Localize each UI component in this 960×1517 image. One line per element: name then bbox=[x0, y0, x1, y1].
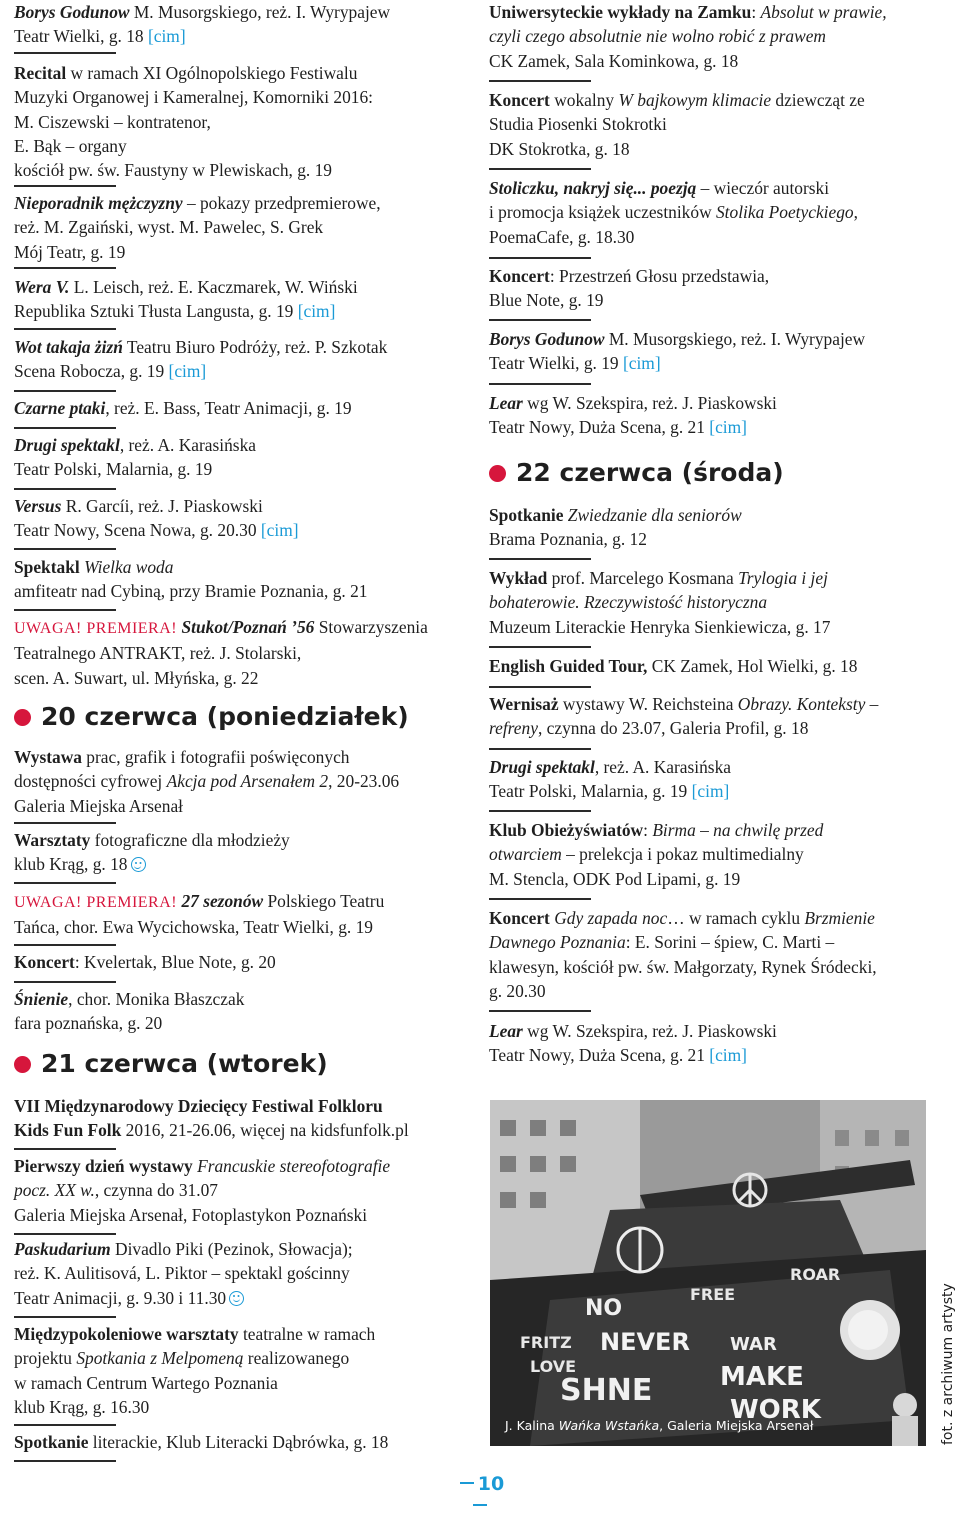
event-warsztaty-foto: Warsztaty fotograficzne dla młodzieży klub Krąg, g. 18 bbox=[14, 830, 290, 875]
divider bbox=[14, 981, 116, 983]
event-koncert-stokrotki: Koncert wokalny W bajkowym klimacie dziewcząt ze Studia Piosenki Stokrotki DK Stokrotka, g. 18 bbox=[489, 90, 865, 159]
event-snienie: Śnienie, chor. Monika Błaszczak fara poznańska, g. 20 bbox=[14, 989, 245, 1034]
cim-badge: [cim] bbox=[709, 1045, 747, 1066]
event-stereofotografie: Pierwszy dzień wystawy Francuskie stereofotografie pocz. XX w., czynna do 31.07 Galeria Miejska Arsenał, Fotoplastykon Poznański bbox=[14, 1156, 391, 1225]
event-english-guided-tour: English Guided Tour, CK Zamek, Hol Wielki, g. 18 bbox=[489, 656, 858, 676]
divider bbox=[14, 1460, 116, 1462]
divider bbox=[489, 168, 591, 170]
event-lear-2: Lear wg W. Szekspira, reż. J. Piaskowski Teatr Nowy, Duża Scena, g. 21 [cim] bbox=[489, 1021, 777, 1066]
divider bbox=[489, 898, 591, 900]
divider bbox=[14, 488, 116, 490]
divider bbox=[489, 80, 591, 82]
divider bbox=[14, 1424, 116, 1426]
event-koncert-gdy-zapada-noc: Koncert Gdy zapada noc… w ramach cyklu Brzmienie Dawnego Poznania: E. Sorini – śpiew, C. Marti – klawesyn, kościół pw. św. Małgorzaty, Rynek Śródecki, g. 20.30 bbox=[489, 908, 877, 1001]
bullet-dot-icon bbox=[14, 1056, 31, 1073]
event-spektakl-wielka-woda: Spektakl Wielka woda amfiteatr nad Cybiną, przy Bramie Poznania, g. 21 bbox=[14, 557, 368, 602]
divider bbox=[489, 319, 591, 321]
divider bbox=[489, 257, 591, 259]
event-borys-godunow: Borys Godunow M. Musorgskiego, reż. I. Wyrypajew Teatr Wielki, g. 18 [cim] bbox=[14, 2, 391, 47]
event-wyklady-na-zamku: Uniwersyteckie wykłady na Zamku: Absolut w prawie, czyli czego absolutnie nie wolno robić z prawem CK Zamek, Sala Kominkowa, g. 18 bbox=[489, 2, 887, 71]
event-spotkanie-literackie: Spotkanie literackie, Klub Literacki Dąbrówka, g. 18 bbox=[14, 1432, 389, 1452]
cim-badge: [cim] bbox=[260, 520, 299, 541]
photo-caption: J. Kalina Wańka Wstańka, Galeria Miejska Arsenał bbox=[505, 1418, 814, 1433]
smiley-icon bbox=[131, 857, 146, 872]
event-wot-takaja-zizn: Wot takaja żizń Teatru Biuro Podróży, reż. P. Szkotak Scena Robocza, g. 19 [cim] bbox=[14, 337, 388, 382]
divider bbox=[489, 1010, 591, 1012]
svg-text:NEVER: NEVER bbox=[600, 1328, 690, 1356]
svg-text:SHNE: SHNE bbox=[560, 1373, 653, 1408]
divider bbox=[489, 686, 591, 688]
page-number: 10 bbox=[445, 1473, 515, 1517]
event-wera-v: Wera V. L. Leisch, reż. E. Kaczmarek, W. Wiński Republika Sztuki Tłusta Langusta, g. 19 [cim] bbox=[14, 277, 358, 322]
event-drugi-spektakl: Drugi spektakl, reż. A. Karasińska Teatr Polski, Malarnia, g. 19 bbox=[14, 435, 256, 480]
divider bbox=[14, 609, 116, 611]
cim-badge: [cim] bbox=[297, 301, 336, 322]
graffiti-tank-image bbox=[490, 1100, 926, 1446]
svg-text:NO: NO bbox=[585, 1296, 623, 1321]
event-klub-obiezyswiatow: Klub Obieżyświatów: Birma – na chwilę przed otwarciem – prelekcja i pokaz multimedialny M. Stencla, ODK Pod Lipami, g. 19 bbox=[489, 820, 824, 889]
svg-text:WAR: WAR bbox=[730, 1334, 777, 1355]
event-27-sezonow: UWAGA! PREMIERA! 27 sezonów Polskiego Teatru Tańca, chor. Ewa Wycichowska, Teatr Wielki, g. 19 bbox=[14, 891, 385, 938]
event-wyklad-kosman: Wykład prof. Marcelego Kosmana Trylogia i jej bohaterowie. Rzeczywistość historyczna Muzeum Literackie Henryka Sienkiewicza, g. 17 bbox=[489, 568, 831, 637]
event-stukot-poznan: UWAGA! PREMIERA! Stukot/Poznań ’56 Stowarzyszenia Teatralnego ANTRAKT, reż. J. Stolarski, scen. A. Suwart, ul. Młyńska, g. 22 bbox=[14, 617, 428, 688]
divider bbox=[489, 646, 591, 648]
divider bbox=[14, 548, 116, 550]
cim-badge: [cim] bbox=[709, 417, 747, 438]
divider bbox=[14, 52, 116, 54]
svg-text:WORK: WORK bbox=[730, 1395, 821, 1425]
bullet-dot-icon bbox=[14, 709, 31, 726]
event-drugi-spektakl-2: Drugi spektakl, reż. A. Karasińska Teatr Polski, Malarnia, g. 19 [cim] bbox=[489, 757, 731, 802]
event-wernisaz: Wernisaż wystawy W. Reichsteina Obrazy. Konteksty – refreny, czynna do 23.07, Galeria Profil, g. 18 bbox=[489, 694, 879, 739]
divider bbox=[489, 810, 591, 812]
svg-text:LOVE: LOVE bbox=[530, 1357, 577, 1376]
divider bbox=[489, 558, 591, 560]
event-borys-godunow-2: Borys Godunow M. Musorgskiego, reż. I. Wyrypajew Teatr Wielki, g. 19 [cim] bbox=[489, 329, 866, 374]
divider bbox=[14, 328, 116, 330]
svg-text:FRITZ: FRITZ bbox=[520, 1333, 572, 1352]
divider bbox=[489, 383, 591, 385]
event-czarne-ptaki: Czarne ptaki, reż. E. Bass, Teatr Animacji, g. 19 bbox=[14, 398, 352, 418]
svg-text:FREE: FREE bbox=[690, 1285, 736, 1304]
cim-badge: [cim] bbox=[622, 353, 661, 374]
svg-text:MAKE: MAKE bbox=[720, 1362, 804, 1392]
divider bbox=[14, 390, 116, 392]
exhibition-photo bbox=[490, 1100, 926, 1446]
divider bbox=[14, 185, 116, 187]
cim-badge: [cim] bbox=[147, 26, 186, 47]
event-recital: Recital w ramach XI Ogólnopolskiego Festiwalu Muzyki Organowej i Kameralnej, Komorniki 2016: M. Ciszewski – kontratenor, E. Bąk – organy kościół pw. św. Faustyny w Plewiskach, g. 19 bbox=[14, 63, 374, 181]
dash-decoration bbox=[460, 1482, 474, 1484]
divider bbox=[14, 1316, 116, 1318]
event-lear: Lear wg W. Szekspira, reż. J. Piaskowski Teatr Nowy, Duża Scena, g. 21 [cim] bbox=[489, 393, 777, 438]
bullet-dot-icon bbox=[489, 465, 506, 482]
event-kids-fun-folk: VII Międzynarodowy Dziecięcy Festiwal Folkloru Kids Fun Folk 2016, 21-26.06, więcej na kidsfunfolk.pl bbox=[14, 1096, 409, 1141]
cim-badge: [cim] bbox=[168, 361, 207, 382]
event-koncert-kvelertak: Koncert: Kvelertak, Blue Note, g. 20 bbox=[14, 952, 276, 972]
event-koncert-przestrzen-glosu: Koncert: Przestrzeń Głosu przedstawia, Blue Note, g. 19 bbox=[489, 266, 770, 311]
event-stoliczku: Stoliczku, nakryj się... poezją – wieczór autorski i promocja książek uczestników Stolika Poetyckiego, PoemaCafe, g. 18.30 bbox=[489, 178, 858, 247]
event-wystawa-arsenal: Wystawa prac, grafik i fotografii poświęconych dostępności cyfrowej Akcja pod Arsenałem 2, 20-23.06 Galeria Miejska Arsenał bbox=[14, 747, 400, 816]
event-paskudarium: Paskudarium Divadlo Piki (Pezinok, Słowacja); reż. K. Aulitisová, L. Piktor – spektakl gościnny Teatr Animacji, g. 9.30 i 11.30 bbox=[14, 1239, 353, 1308]
photo-credit: fot. z archiwum artysty bbox=[940, 1283, 956, 1445]
divider bbox=[14, 1233, 116, 1235]
cim-badge: [cim] bbox=[691, 781, 730, 802]
divider bbox=[14, 882, 116, 884]
dash-decoration bbox=[473, 1504, 487, 1506]
divider bbox=[14, 944, 116, 946]
divider bbox=[14, 427, 116, 429]
premiere-label: UWAGA! PREMIERA! bbox=[14, 894, 178, 911]
divider bbox=[14, 822, 116, 824]
svg-text:ROAR: ROAR bbox=[790, 1265, 841, 1284]
event-nieporadnik: Nieporadnik mężczyzny – pokazy przedpremierowe, reż. M. Zgaiński, wyst. M. Pawelec, S. Grek Mój Teatr, g. 19 bbox=[14, 193, 381, 262]
premiere-label: UWAGA! PREMIERA! bbox=[14, 620, 178, 637]
smiley-icon bbox=[229, 1291, 244, 1306]
divider bbox=[14, 1148, 116, 1150]
event-warsztaty-teatralne: Międzypokoleniowe warsztaty teatralne w ramach projektu Spotkania z Melpomeną realizowanego w ramach Centrum Wartego Poznania klub Krąg, g. 16.30 bbox=[14, 1324, 376, 1417]
divider bbox=[14, 267, 116, 269]
event-spotkanie-seniorzy: Spotkanie Zwiedzanie dla seniorów Brama Poznania, g. 12 bbox=[489, 505, 742, 550]
event-versus: Versus R. Garcíi, reż. J. Piaskowski Teatr Nowy, Scena Nowa, g. 20.30 [cim] bbox=[14, 496, 299, 541]
divider bbox=[489, 748, 591, 750]
